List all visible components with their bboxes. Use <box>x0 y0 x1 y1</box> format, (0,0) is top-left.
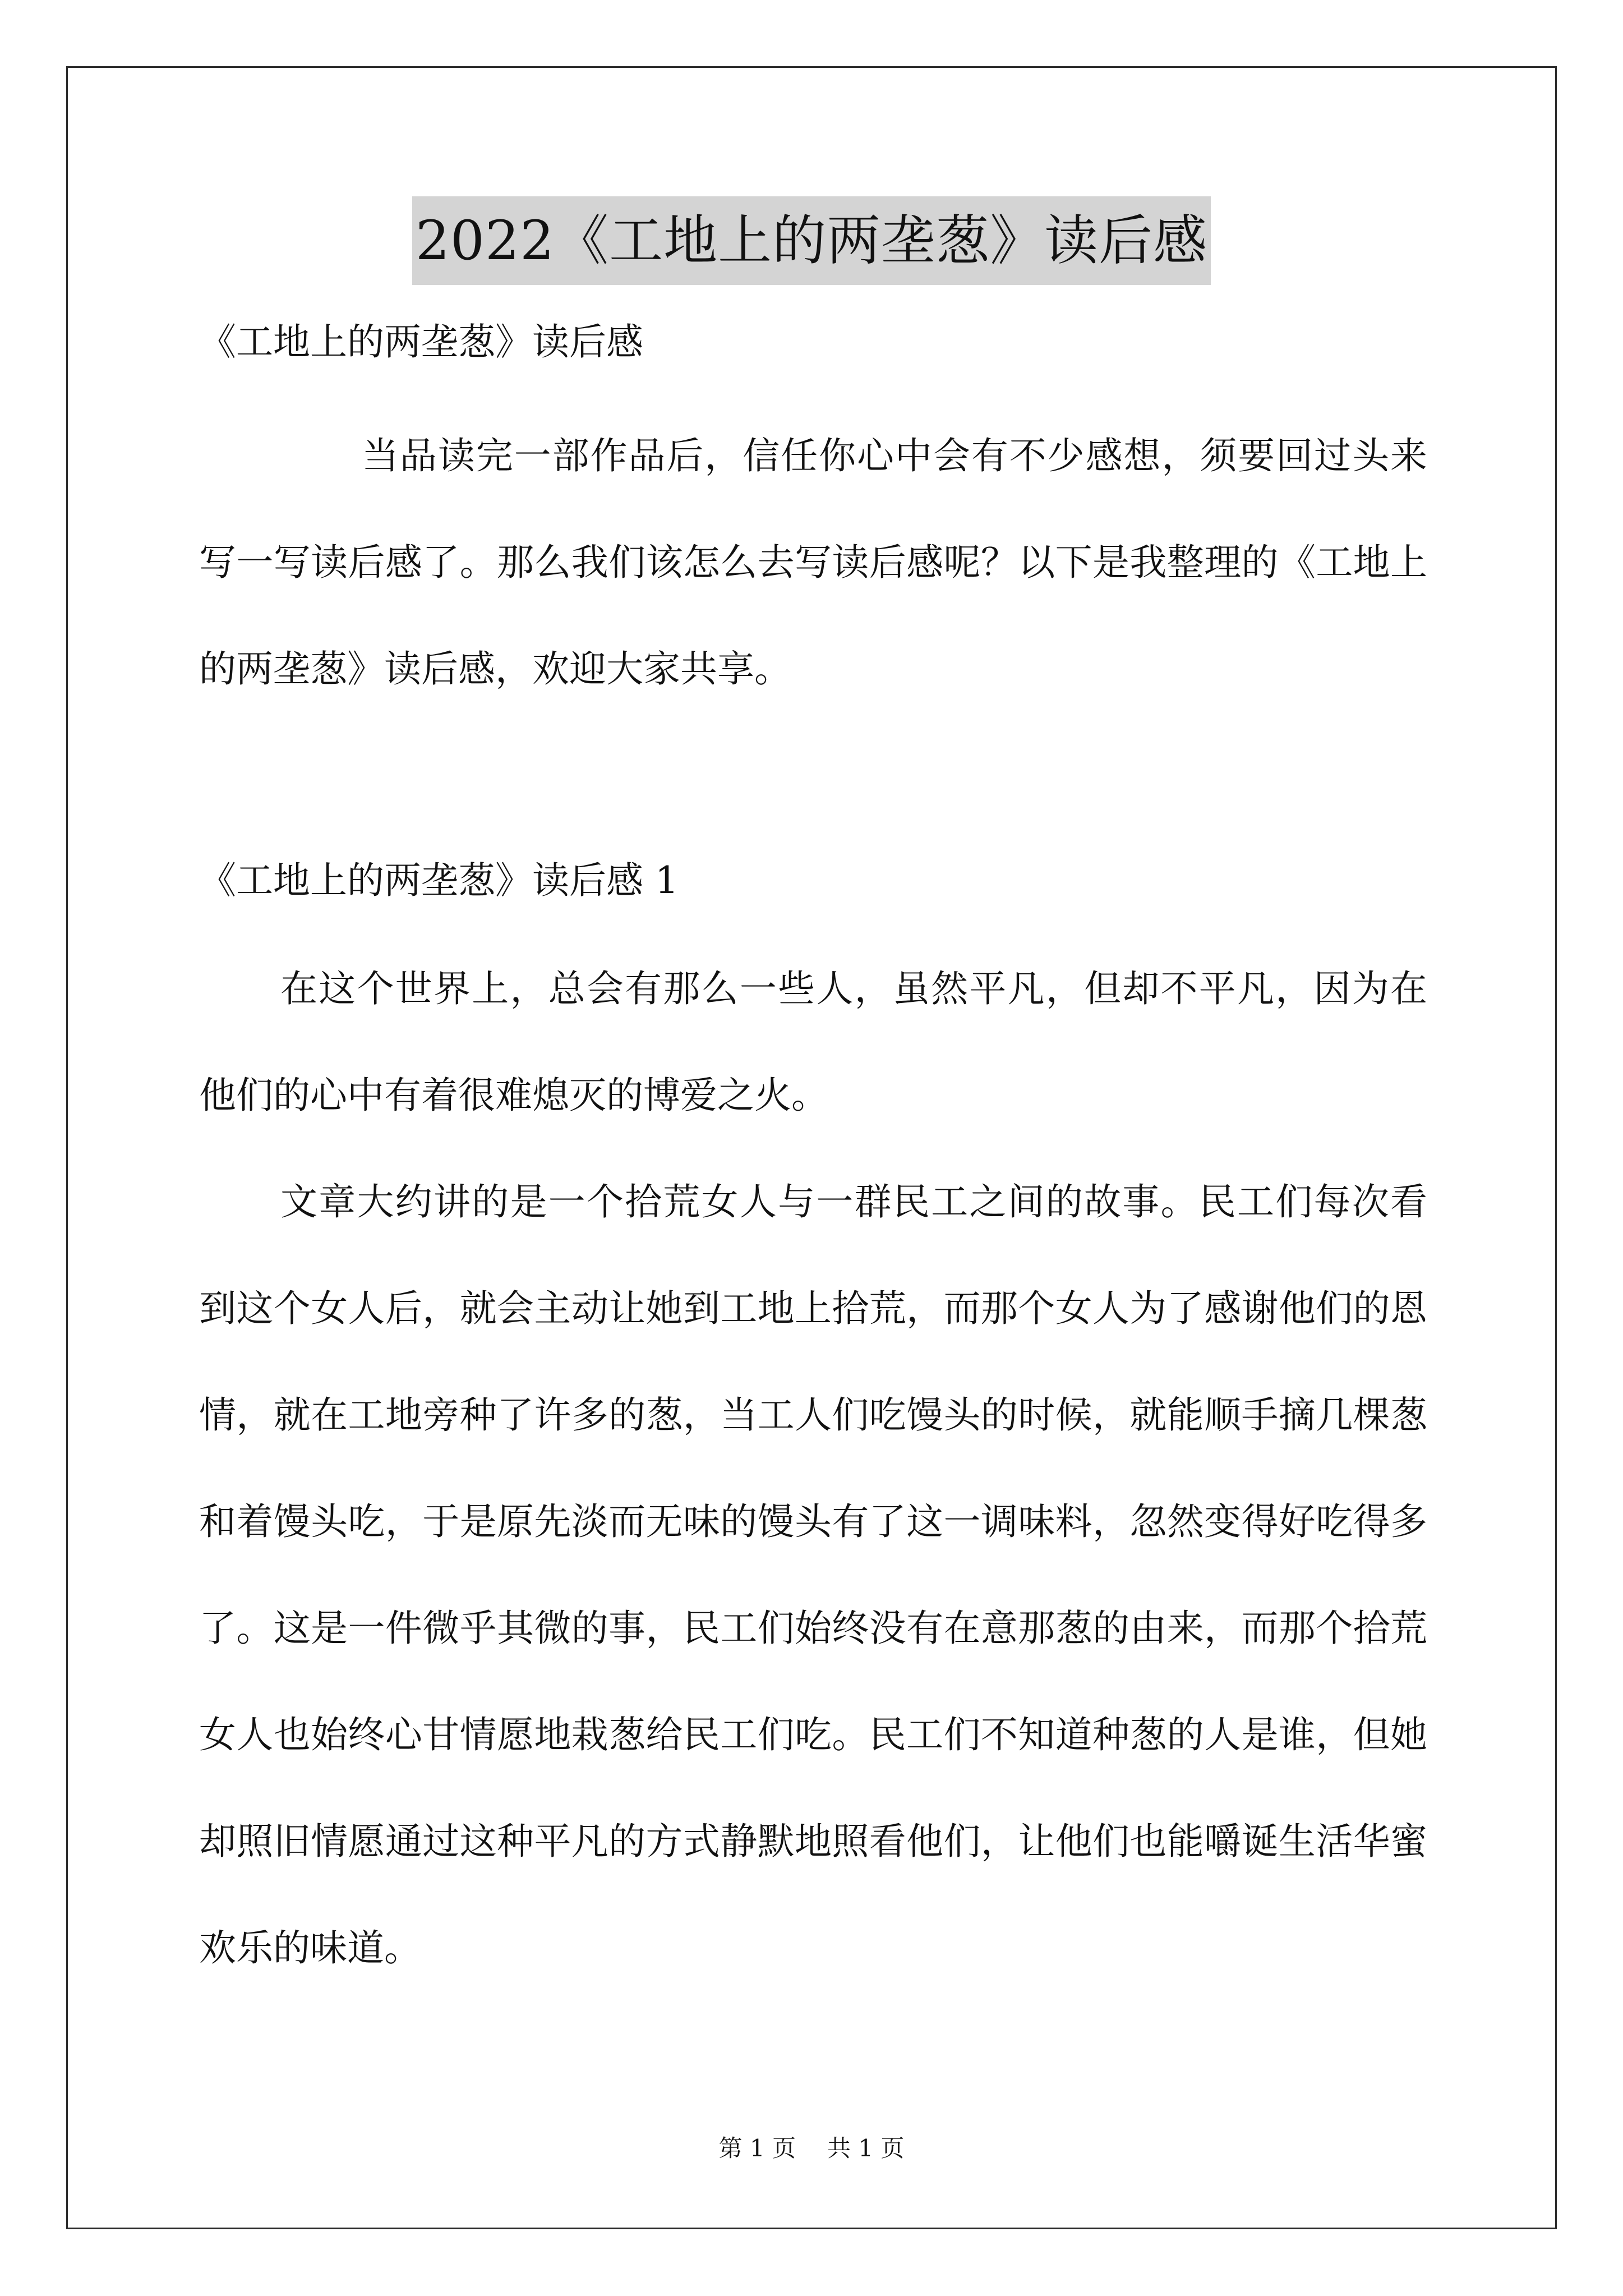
intro-paragraph: 当品读完一部作品后，信任你心中会有不少感想，须要回过头来写一写读后感了。那么我们该怎么去写读后感呢？以下是我整理的《工地上的两垄葱》读后感，欢迎大家共享。 <box>199 434 1427 691</box>
document-body <box>199 314 1427 2001</box>
section-heading: 《工地上的两垄葱》读后感 1 <box>199 859 679 902</box>
title-container <box>0 196 1623 285</box>
document-title: 2022《工地上的两垄葱》读后感 <box>412 196 1211 285</box>
page-number: 第 1 页 <box>718 2134 796 2162</box>
page-total: 共 1 页 <box>827 2134 905 2162</box>
page-footer <box>0 2132 1623 2165</box>
document-subtitle: 《工地上的两垄葱》读后感 <box>199 320 643 364</box>
body-paragraph-2: 文章大约讲的是一个拾荒女人与一群民工之间的故事。民工们每次看到这个女人后，就会主动让她到工地上拾荒，而那个女人为了感谢他们的恩情，就在工地旁种了许多的葱，当工人们吃馒头的时候，就能顺手摘几棵葱和着馒头吃，于是原先淡而无味的馒头有了这一调味料，忽然变得好吃得多了。这是一件微乎其微的事，民工们始终没有在意那葱的由来，而那个拾荒女人也始终心甘情愿地栽葱给民工们吃。民工们不知道种葱的人是谁，但她却照旧情愿通过这种平凡的方式静默地照看他们，让他们也能嚼诞生活华蜜欢乐的味道。 <box>199 1180 1427 1970</box>
body-paragraph-1: 在这个世界上，总会有那么一些人，虽然平凡，但却不平凡，因为在他们的心中有着很难熄灭的博爱之火。 <box>199 967 1427 1117</box>
